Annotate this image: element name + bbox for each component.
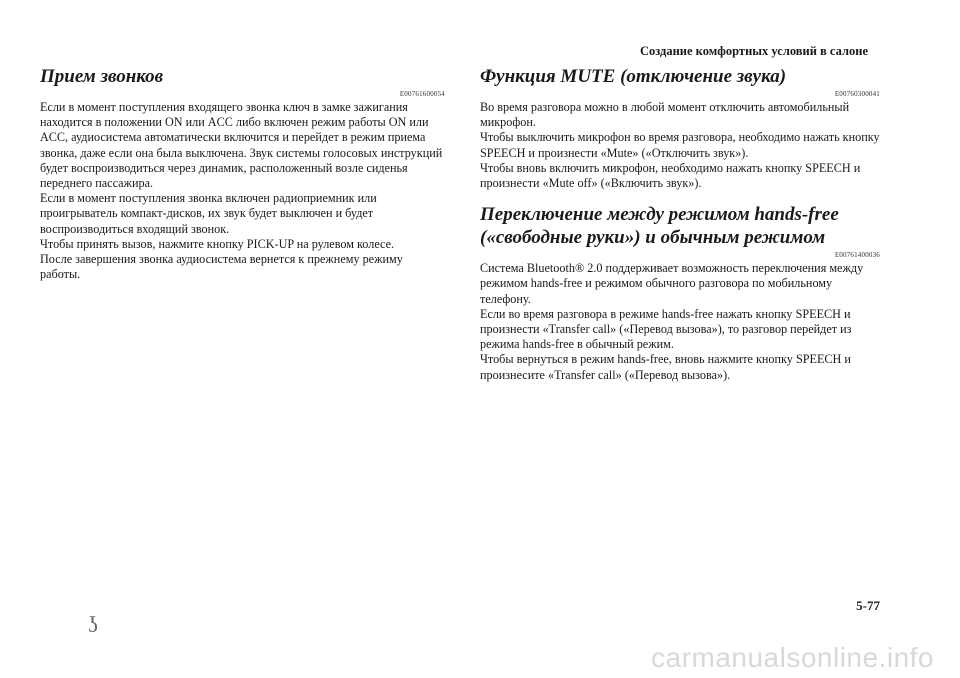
section-code: E00761400036 — [834, 251, 880, 260]
section-body — [40, 100, 445, 282]
paragraph: Если в момент поступления входящего звонка ключ в замке зажигания находится в положении ON или ACC либо включен режим работы ON или ACC, аудиосистема автоматически включится и перейдет в режим приема звонка, даже если она была выключена. Звук системы голосовых инструкций будет воспроизводиться через динамик, расположенный возле сиденья переднего пассажира. — [40, 100, 443, 191]
section-hands-free — [480, 203, 880, 383]
left-column — [40, 66, 445, 282]
page-number: 5-77 — [856, 598, 880, 613]
section-mute — [480, 66, 880, 191]
watermark: carmanualsonline.info — [651, 642, 934, 673]
section-body — [480, 261, 880, 383]
section-heading-call-receive: Прием звонков — [40, 66, 164, 87]
paragraph: Чтобы выключить микрофон во время разговора, необходимо нажать кнопку SPEECH и произнести «Mute» («Отключить звук»). — [480, 130, 880, 160]
page-header: Создание комфортных условий в салоне — [639, 44, 868, 58]
heading-line: Переключение между режимом hands-free — [480, 204, 839, 226]
paragraph: Чтобы вернуться в режим hands-free, вновь нажмите кнопку SPEECH и произнесите «Transfer call» («Перевод вызова»). — [480, 352, 851, 382]
paragraph: Если в момент поступления звонка включен радиоприемник или проигрыватель компакт-дисков, их звук будет выключен и будет воспроизводиться входящий звонок. — [40, 191, 377, 236]
section-code: E00760300041 — [834, 90, 880, 98]
section-code: E00761600054 — [399, 90, 445, 98]
paragraph: После завершения звонка аудиосистема вернется к прежнему режиму работы. — [40, 252, 403, 282]
section-heading-mute: Функция MUTE (отключение звука) — [480, 66, 787, 87]
paragraph: Чтобы вновь включить микрофон, необходимо нажать кнопку SPEECH и произнести «Mute off» («Включить звук»). — [480, 160, 861, 191]
section-body — [480, 100, 880, 191]
paragraph: Система Bluetooth® 2.0 поддерживает возможность переключения между режимом hands-free и режимом обычного разговора по мобильному телефону. — [480, 261, 864, 306]
scan-mark: ʖ — [88, 612, 98, 637]
paragraph: Если во время разговора в режиме hands-free нажать кнопку SPEECH и произнести «Transfer call» («Перевод вызова»), то разговор перейдет из режима hands-free в обычный режим. — [480, 306, 852, 352]
heading-line: («свободные руки») и обычным режимом — [480, 227, 826, 249]
section-heading-hands-free — [480, 203, 880, 249]
right-column — [480, 66, 880, 383]
paragraph: Чтобы принять вызов, нажмите кнопку PICK-UP на рулевом колесе. — [40, 236, 395, 251]
paragraph: Во время разговора можно в любой момент отключить автомобильный микрофон. — [480, 100, 850, 130]
